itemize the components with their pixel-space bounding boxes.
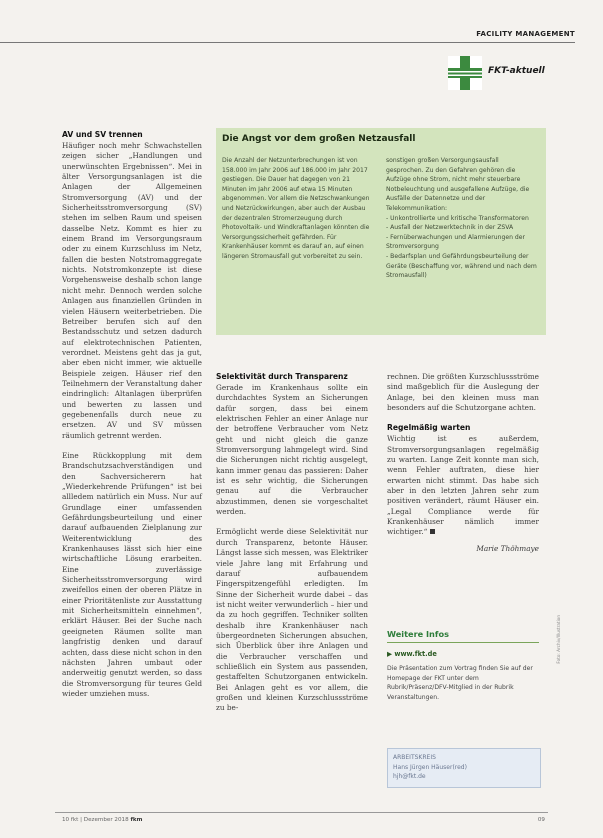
list-item: - Unkontrollierte und kritische Transformatoren (386, 214, 529, 222)
heading-av-sv: AV und SV trennen (62, 130, 143, 139)
paragraph: rechnen. Die größten Kurzschlussströme sind maßgeblich für die Auslegung der Anlage, bei den kleinen muss man besonders auf die Schutzorgane achten. (387, 372, 539, 413)
header-divider (0, 42, 575, 43)
box-title: Die Angst vor dem großen Netzausfall (222, 134, 416, 144)
contact-box (387, 748, 541, 788)
footer-brand: fkm (130, 817, 143, 823)
author-signature: Marie Thöhmaye (476, 543, 539, 553)
column-left (62, 130, 202, 709)
list-item: - Bedarfsplan und Gefährdungsbeurteilung der Geräte (Beschaffung vor, während und nach dem Stromausfall) (386, 252, 537, 280)
fkt-logo (448, 56, 558, 90)
column-right (387, 372, 539, 554)
info-divider (387, 642, 539, 643)
footer-left: 10 fkt | Dezember 2018 fkm (62, 817, 143, 823)
column-middle (216, 372, 368, 724)
info-title: Weitere Infos (387, 629, 449, 639)
footer-divider (55, 812, 548, 813)
section-label: FACILITY MANAGEMENT (476, 30, 575, 38)
contact-line: ARBEITSKREIS (393, 754, 436, 761)
logo-text: FKT-aktuell (488, 66, 545, 76)
paragraph (387, 434, 539, 537)
page-number: 10 fkt (62, 817, 79, 823)
photo-credit: Foto: Archiv/Illustration (556, 615, 561, 664)
info-link[interactable] (387, 650, 437, 658)
info-link-text[interactable]: www.fkt.de (394, 650, 437, 658)
paragraph-text: Wichtig ist es außerdem, Stromversorgungsanlagen regelmäßig zu warten. Lange Zeit konnte man sich, wenn Fehler auftraten, diese hier erwarten nicht stimmt. Das habe sich aber in den letzten Jahren sehr zum positiven verändert, räumt Häuser ein. „Legal Compliance werde für Krankenhäuser nämlich immer wichtiger.“ (387, 434, 539, 537)
paragraph: Häufiger noch mehr Schwachstellen zeigen sicher „Handlungen und unerwünschten Ergebnissen“. Mei in älter Versorgungsanlagen ist die Anlagen der Allgemeinen Stromversorgung (AV) und der Sicherheitsstromversorgung (SV) stehen im selben Raum und speisen dasselbe Netz. Kommt es hier zu einem Brand im Versorgungsraum oder zu einem Kurzschluss im Netz, fallen die besten Notstromaggregate nichts. Notstromkonzepte ist diese Vorgehensweise deshalb schon lange nicht mehr. Dennoch werden solche Anlagen aus finanziellen Gründen in vielen Häusern weiterbetrieben. Die Betreiber berufen sich auf den Bestandsschutz und setzen dadurch auf elektrotechnischen Patienten, verordnet. Meistens geht das ja gut, aber eben nicht immer, wie aktuelle Beispiele zeigen. Häuser rief den Teilnehmern der Veranstaltung daher eindringlich: Altanlagen überprüfen und bewerten zu lassen und gegebenenfalls durch neue zu ersetzen. AV und SV müssen räumlich getrennt werden. (62, 141, 202, 440)
info-text: Die Präsentation zum Vortrag finden Sie auf der Homepage der FKT unter dem Rubrik/Präsenz/DFV-Mitglied in der Rubrik Veranstaltungen. (387, 665, 533, 701)
sidebar-box-netzausfall (216, 128, 546, 335)
issue-date: Dezember 2018 (83, 817, 129, 823)
contact-line[interactable]: hjh@fkt.de (393, 773, 426, 780)
contact-line: Hans Jürgen Häuser(red) (393, 763, 467, 771)
paragraph: Eine Rückkopplung mit dem Brandschutzsachverständigen und den Sachversicherern hat „Wiederkehrende Prüfungen“ ist bei allledem natürlich ein Muss. Nur auf Grundlage einer umfassenden Gefährdungsbeurteilung und einer darauf aufbauenden Zielplanung zur Weiterentwicklung des Krankenhauses lässt sich hier eine wirtschaftliche Lösung erarbeiten. Eine zuverlässige Sicherheitsstromversorgung wird zweifellos einen der oberen Plätze in einer Prioritätenliste zur Ausstattung mit Sicherheitsmitteln einnehmen“, erklärt Häuser. Bei der Suche nach geeigneten Räumen sollte man langfristig denken und darauf achten, dass diese nicht schon in den nächsten Jahren umbaut oder anderweitig genutzt werden, so dass die Stromversorgung für teures Geld wieder umziehen muss. (62, 450, 202, 698)
contact-text (393, 753, 467, 782)
heading-warten: Regelmäßig warten (387, 423, 471, 433)
box-list (386, 214, 538, 281)
paragraph: Ermöglicht werde diese Selektivität nur durch Transparenz, betonte Häuser. Längst lasse sich messen, was Elektriker viele Jahre lang mit Erfahrung und darauf aufbauendem Fingerspitzengefühl erledigten. Im Sinne der Sicherheit wurde dabei – das ist nicht weiter verwunderlich – hier und da zu hoch gegriffen. Techniker sollten deshalb ihre Krankenhäuser nach übergeordneten Sicherungen absuchen, sich Überblick über ihre Anlagen und die Verbraucher verschaffen und schließlich ein System aus passenden, gestaffelten Schutzorganen entwickeln. Bei Anlagen geht es vor allem, die großen und kleinen Kurzschlussströme zu be- (216, 527, 368, 713)
box-right-intro: sonstigen großen Versorgungsausfall gesprochen. Zu den Gefahren gehören die Aufzüge ohne Strom, nicht mehr steuerbare Notbeleuchtung und ausgefallene Aufzüge, die Ausfälle der Datennetze und der Telekommunikation: (386, 157, 530, 212)
list-item: - Ausfall der Netzwerktechnik in der ZSVA (386, 224, 514, 232)
box-column-left: Die Anzahl der Netzunterbrechungen ist von 158.000 im Jahr 2006 auf 186.000 im Jahr 2017 gestiegen. Die Dauer hat dagegen von 21 Minuten im Jahr 2006 auf etwa 15 Minuten abgenommen. Vor allem die Netzschwankungen und Netzrückwirkungen, aber auch der Ausbau der dezentralen Stromerzeugung durch Photovoltaik- und Windkraftanlagen könnten die Versorgungssicherheit gefährden. Für Krankenhäuser kommt es darauf an, auf einen längeren Stromausfall gut vorbereitet zu sein. (222, 157, 370, 260)
end-mark-icon (430, 529, 435, 534)
footer-page-number: 09 (537, 817, 545, 823)
fkt-cross-icon (448, 56, 482, 90)
heading-selektivitaet: Selektivität durch Transparenz (216, 372, 348, 381)
paragraph: Gerade im Krankenhaus sollte ein durchdachtes System an Sicherungen dafür sorgen, dass bei einem elektrischen Fehler an einer Anlage nur der betroffene Verbraucher vom Netz geht und nicht gleich die ganze Stromversorgung lahmgelegt wird. Sind die Sicherungen nicht richtig ausgelegt, kann immer genau das passieren: Daher ist es sehr wichtig, die Sicherungen genau auf die Verbraucher abzustimmen, denen sie vorgeschaltet werden. (216, 383, 368, 517)
box-column-right (386, 156, 538, 281)
arrow-icon: ▶ (387, 650, 395, 658)
list-item: - Fernüberwachungen und Alarmierungen der Stromversorgung (386, 233, 526, 251)
